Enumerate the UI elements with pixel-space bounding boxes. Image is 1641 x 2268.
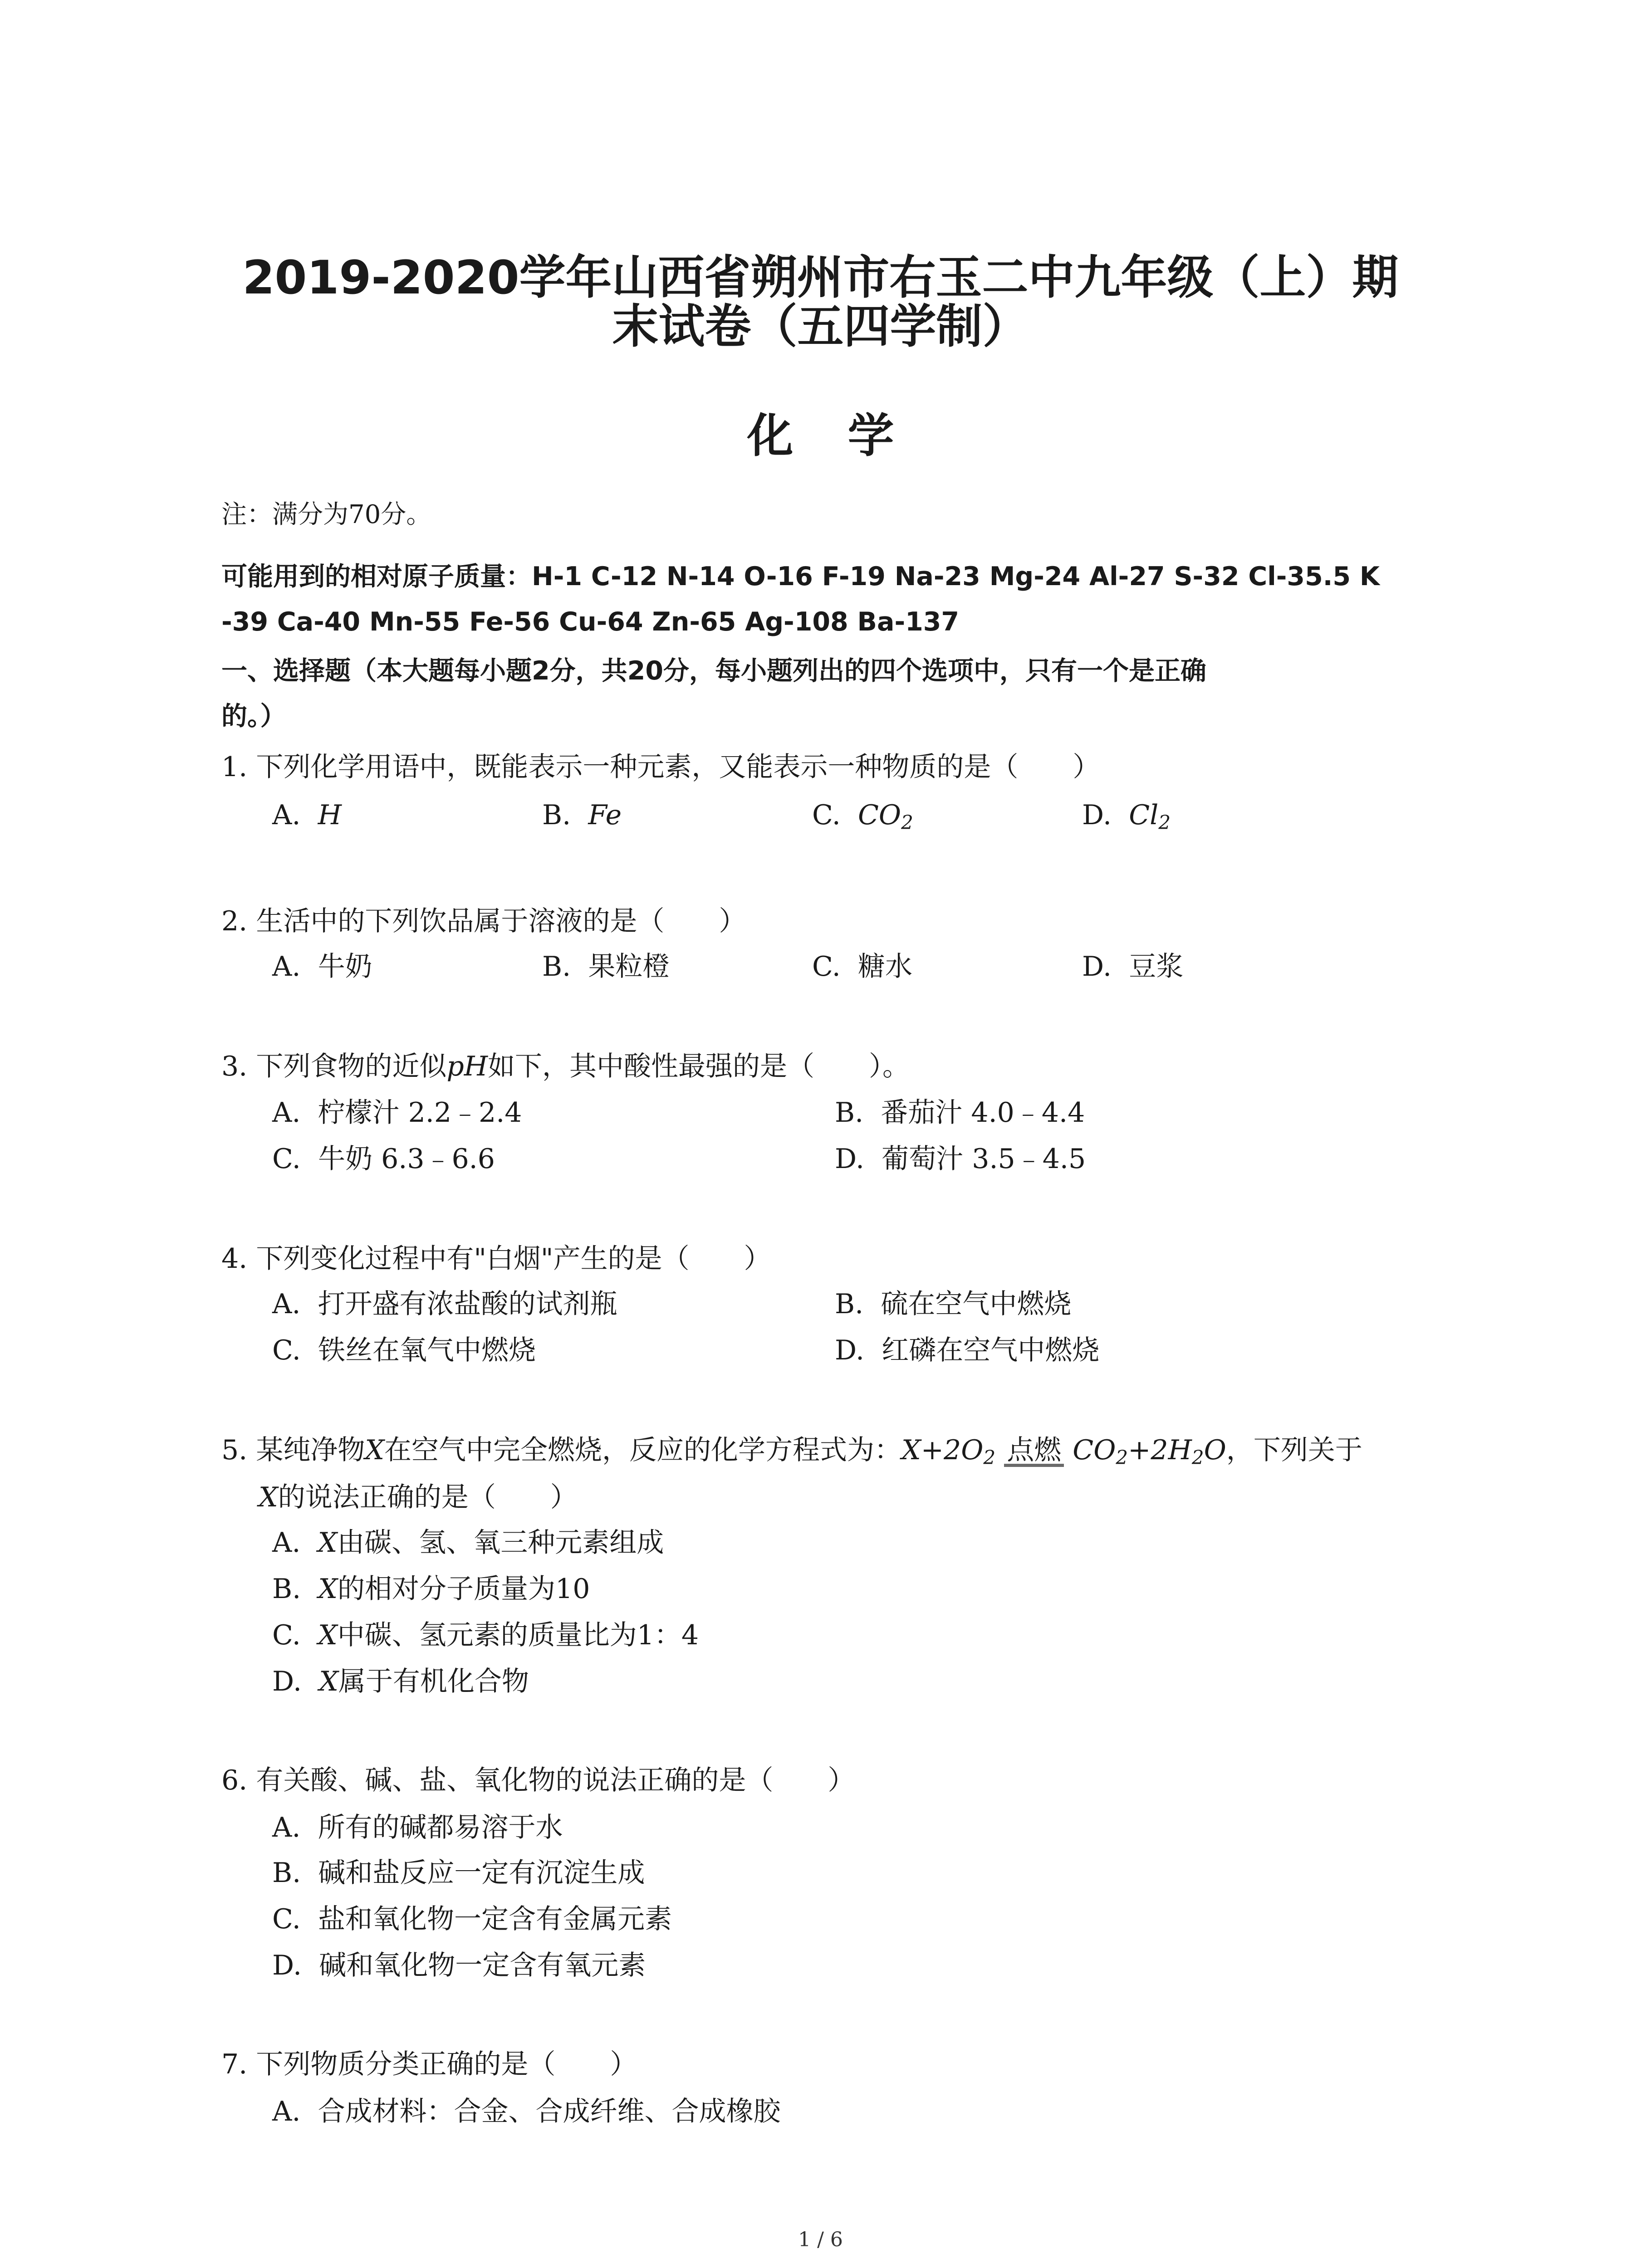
- subject-title: 化学: [747, 409, 949, 463]
- question-2-option-a: A. 牛奶: [272, 951, 372, 982]
- question-6-stem: 6. 有关酸、碱、盐、氧化物的说法正确的是（ ）: [221, 1765, 855, 1796]
- question-4-option-a: A. 打开盛有浓盐酸的试剂瓶: [272, 1288, 617, 1320]
- question-1-option-b: B. Fe: [542, 799, 622, 831]
- question-2-option-b: B. 果粒橙: [542, 951, 670, 982]
- section-heading-line2: 的。）: [221, 701, 286, 731]
- question-4-option-b: B. 硫在空气中燃烧: [835, 1288, 1072, 1320]
- section-heading-line1: 一、选择题（本大题每小题2分，共20分，每小题列出的四个选项中，只有一个是正确: [221, 656, 1206, 686]
- question-7-option-a: A. 合成材料：合金、合成纤维、合成橡胶: [272, 2096, 781, 2127]
- question-5-option-b: B. X的相对分子质量为10: [272, 1573, 590, 1605]
- question-3-option-c: C. 牛奶 6.3﹣6.6: [272, 1143, 495, 1175]
- exam-title-line1: 2019-2020学年山西省朔州市右玉二中九年级（上）期: [242, 251, 1399, 305]
- question-2-option-c: C. 糖水: [812, 951, 912, 982]
- question-1-option-c: C. $CO_2$: [812, 799, 913, 834]
- question-5-option-d: D. X属于有机化合物: [272, 1666, 529, 1697]
- question-2-option-d: D. 豆浆: [1082, 951, 1184, 982]
- question-3-option-a: A. 柠檬汁 2.2﹣2.4: [272, 1097, 522, 1129]
- equation-reactants: $X+2O_2$: [901, 1434, 996, 1469]
- question-2-stem: 2. 生活中的下列饮品属于溶液的是（ ）: [221, 905, 746, 937]
- question-1-option-a: A. H: [272, 799, 342, 831]
- atomic-masses-line1: 可能用到的相对原子质量：H-1 C-12 N-14 O-16 F-19 Na-23 Mg-24 Al-27 S-32 Cl-35.5 K: [221, 562, 1380, 591]
- question-3-stem: 3. 下列食物的近似pH如下，其中酸性最强的是（ ）。: [221, 1051, 910, 1082]
- question-6-option-a: A. 所有的碱都易溶于水: [272, 1812, 563, 1843]
- question-6-option-b: B. 碱和盐反应一定有沉淀生成: [272, 1857, 645, 1889]
- question-5-option-c: C. X中碳、氢元素的质量比为1：4: [272, 1619, 699, 1651]
- atomic-masses-line2: -39 Ca-40 Mn-55 Fe-56 Cu-64 Zn-65 Ag-108 Ba-137: [221, 607, 960, 637]
- exam-title-line2: 末试卷（五四学制）: [612, 300, 1029, 354]
- question-5-stem: 5. 某纯净物X在空气中完全燃烧，反应的化学方程式为：$X+2O_2$ 点燃 $CO_2+2H_2O$，下列关于: [221, 1434, 1362, 1469]
- question-3-option-b: B. 番茄汁 4.0﹣4.4: [835, 1097, 1085, 1129]
- question-7-stem: 7. 下列物质分类正确的是（ ）: [221, 2048, 637, 2080]
- question-4-option-d: D. 红磷在空气中燃烧: [835, 1334, 1100, 1366]
- question-3-option-d: D. 葡萄汁 3.5﹣4.5: [835, 1143, 1086, 1175]
- question-6-option-c: C. 盐和氧化物一定含有金属元素: [272, 1903, 672, 1935]
- question-4-option-c: C. 铁丝在氧气中燃烧: [272, 1334, 536, 1366]
- equation-products: $CO_2+2H_2O$: [1073, 1434, 1226, 1469]
- page-number: 1 / 6: [798, 2228, 843, 2251]
- equation-condition: 点燃: [1004, 1437, 1064, 1467]
- question-1-stem: 1. 下列化学用语中，既能表示一种元素，又能表示一种物质的是（ ）: [221, 751, 1100, 783]
- question-5-stem-line2: X的说法正确的是（ ）: [259, 1481, 578, 1513]
- score-note: 注：满分为70分。: [221, 500, 432, 529]
- question-1-option-d: D. $Cl_2$: [1082, 799, 1171, 834]
- question-5-option-a: A. X由碳、氢、氧三种元素组成: [272, 1527, 664, 1559]
- question-6-option-d: D. 碱和氧化物一定含有氧元素: [272, 1950, 646, 1981]
- question-4-stem: 4. 下列变化过程中有"白烟"产生的是（ ）: [221, 1243, 771, 1275]
